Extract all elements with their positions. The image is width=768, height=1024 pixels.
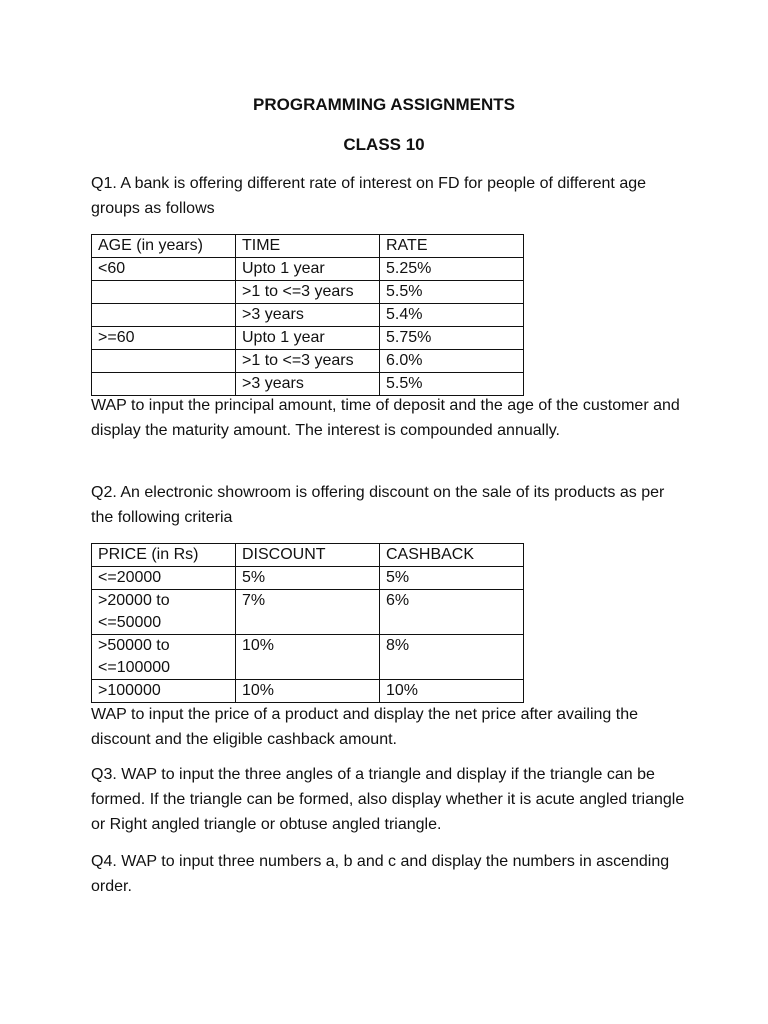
table-cell: 6% [380,590,524,635]
table-cell: >3 years [236,304,380,327]
table-cell: 5% [380,567,524,590]
table-cell: 5.5% [380,281,524,304]
table-cell: >1 to <=3 years [236,350,380,373]
table-cell: 6.0% [380,350,524,373]
table-row [92,258,524,281]
table-row [92,281,524,304]
q2-intro: Q2. An electronic showroom is offering discount on the sale of its products as per the following criteria [91,484,665,526]
class-heading: CLASS 10 [343,135,425,154]
table-cell [92,350,236,373]
table-cell: >20000 to <=50000 [92,590,236,635]
q1-task: WAP to input the principal amount, time of deposit and the age of the customer and display the maturity amount. The interest is compounded annually. [91,397,680,439]
table-row [92,590,524,635]
table-header-row [92,544,524,567]
table-cell: >1 to <=3 years [236,281,380,304]
q4-text: Q4. WAP to input three numbers a, b and c and display the numbers in ascending order. [91,853,670,895]
header-cell: DISCOUNT [236,544,380,567]
table-header-row [92,235,524,258]
table-cell: 8% [380,635,524,680]
table-cell: 5.25% [380,258,524,281]
header-cell: AGE (in years) [92,235,236,258]
table-cell: <60 [92,258,236,281]
q2-discount-table [91,543,524,703]
header-cell: RATE [380,235,524,258]
table-row [92,304,524,327]
table-cell: >100000 [92,680,236,703]
q2-task: WAP to input the price of a product and display the net price after availing the discount and the eligible cashback amount. [91,706,638,748]
table-cell: >3 years [236,373,380,396]
table-cell: Upto 1 year [236,258,380,281]
table-cell: 10% [236,635,380,680]
table-row [92,635,524,680]
header-cell: CASHBACK [380,544,524,567]
table-cell: 5.4% [380,304,524,327]
table-cell: <=20000 [92,567,236,590]
table-row [92,327,524,350]
table-cell: 7% [236,590,380,635]
table-cell: 5.5% [380,373,524,396]
table-cell [92,304,236,327]
header-cell: TIME [236,235,380,258]
table-row [92,680,524,703]
q1-intro: Q1. A bank is offering different rate of interest on FD for people of different age groups as follows [91,175,647,217]
table-cell: 10% [236,680,380,703]
header-cell: PRICE (in Rs) [92,544,236,567]
table-cell: 5% [236,567,380,590]
q1-rate-table [91,234,524,396]
table-cell: 5.75% [380,327,524,350]
table-cell: >=60 [92,327,236,350]
table-row [92,567,524,590]
table-cell: Upto 1 year [236,327,380,350]
page-title: PROGRAMMING ASSIGNMENTS [253,95,515,114]
q3-text: Q3. WAP to input the three angles of a triangle and display if the triangle can be formed. If the triangle can be formed, also display whether it is acute angled triangle or Right angled triangle or obtuse angled triangle. [91,766,685,833]
table-row [92,350,524,373]
table-cell: 10% [380,680,524,703]
table-cell: >50000 to <=100000 [92,635,236,680]
table-cell [92,281,236,304]
